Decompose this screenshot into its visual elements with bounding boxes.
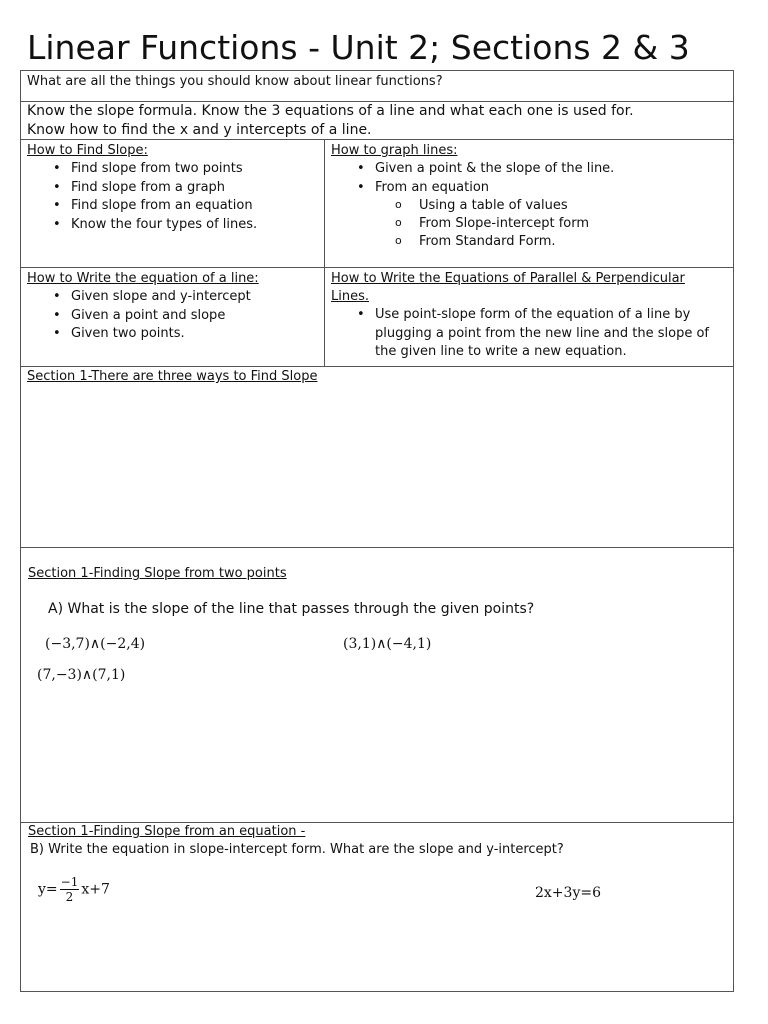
fraction-numerator: −1 xyxy=(60,875,79,889)
list-item: • Know the four types of lines. xyxy=(53,216,318,235)
section-equation-heading: Section 1-Finding Slope from an equation - xyxy=(28,824,306,839)
parallel-perp-list xyxy=(331,306,727,362)
list-item: • Given a point and slope xyxy=(53,307,318,326)
list-item: • Find slope from two points xyxy=(53,160,318,179)
find-slope-cell xyxy=(21,140,325,267)
parallel-perp-heading-1: How to Write the Equations of Parallel & Perpendicular xyxy=(331,271,685,286)
list-item: • Given slope and y-intercept xyxy=(53,288,318,307)
write-equation-heading: How to Write the equation of a line: xyxy=(27,271,259,286)
list-item: o From Standard Form. xyxy=(393,233,727,251)
point-pair-3: (7,−3)∧(7,1) xyxy=(37,667,126,683)
question-a: A) What is the slope of the line that passes through the given points? xyxy=(48,601,535,617)
point-pair-1: (−3,7)∧(−2,4) xyxy=(45,636,146,652)
section-two-points-heading: Section 1-Finding Slope from two points xyxy=(28,566,287,581)
find-slope-list xyxy=(27,160,318,234)
section-three-ways-heading: Section 1-There are three ways to Find Slope xyxy=(27,369,318,384)
graph-lines-heading: How to graph lines: xyxy=(331,143,458,158)
graph-lines-sublist xyxy=(375,197,727,251)
list-item: o Using a table of values xyxy=(393,197,727,215)
find-slope-heading: How to Find Slope: xyxy=(27,143,148,158)
parallel-perp-heading-2: Lines. xyxy=(331,289,369,304)
notes-table xyxy=(20,70,734,992)
equation-2: 2x+3y=6 xyxy=(535,885,601,901)
fraction-denominator: 2 xyxy=(65,890,74,904)
section-three-ways xyxy=(21,367,733,548)
list-item: o From Slope-intercept form xyxy=(393,215,727,233)
write-equation-cell xyxy=(21,268,325,366)
list-item: • Find slope from an equation xyxy=(53,197,318,216)
know-row xyxy=(21,102,733,140)
write-equation-list xyxy=(27,288,318,344)
equation-1-fraction xyxy=(60,875,80,904)
equation-1-left: y= xyxy=(38,881,58,898)
list-item: • Use point-slope form of the equation of a line by plugging a point from the new line and the slope of the given line to write a new equation. xyxy=(357,306,727,362)
know-line-2: Know how to find the x and y intercepts of a line. xyxy=(27,122,372,138)
section-equation xyxy=(21,823,733,991)
question-b: B) Write the equation in slope-intercept form. What are the slope and y-intercept? xyxy=(30,842,564,857)
list-item xyxy=(357,179,727,252)
graph-lines-cell xyxy=(325,140,733,267)
equation-1-right: x+7 xyxy=(81,881,110,898)
list-item-label: From an equation xyxy=(375,179,490,195)
question-text: What are all the things you should know about linear functions? xyxy=(27,74,443,89)
equation-1 xyxy=(38,875,110,904)
parallel-perp-cell xyxy=(325,268,733,366)
slope-graph-row xyxy=(21,140,733,268)
page-title: Linear Functions - Unit 2; Sections 2 & 3 xyxy=(27,28,690,67)
list-item: • Find slope from a graph xyxy=(53,179,318,198)
write-equation-row xyxy=(21,268,733,367)
list-item: • Given two points. xyxy=(53,325,318,344)
question-row xyxy=(21,71,733,102)
point-pair-2: (3,1)∧(−4,1) xyxy=(343,636,432,652)
graph-lines-list xyxy=(331,160,727,251)
section-two-points xyxy=(21,548,733,823)
know-line-1: Know the slope formula. Know the 3 equations of a line and what each one is used for. xyxy=(27,103,634,119)
list-item: • Given a point & the slope of the line. xyxy=(357,160,727,179)
